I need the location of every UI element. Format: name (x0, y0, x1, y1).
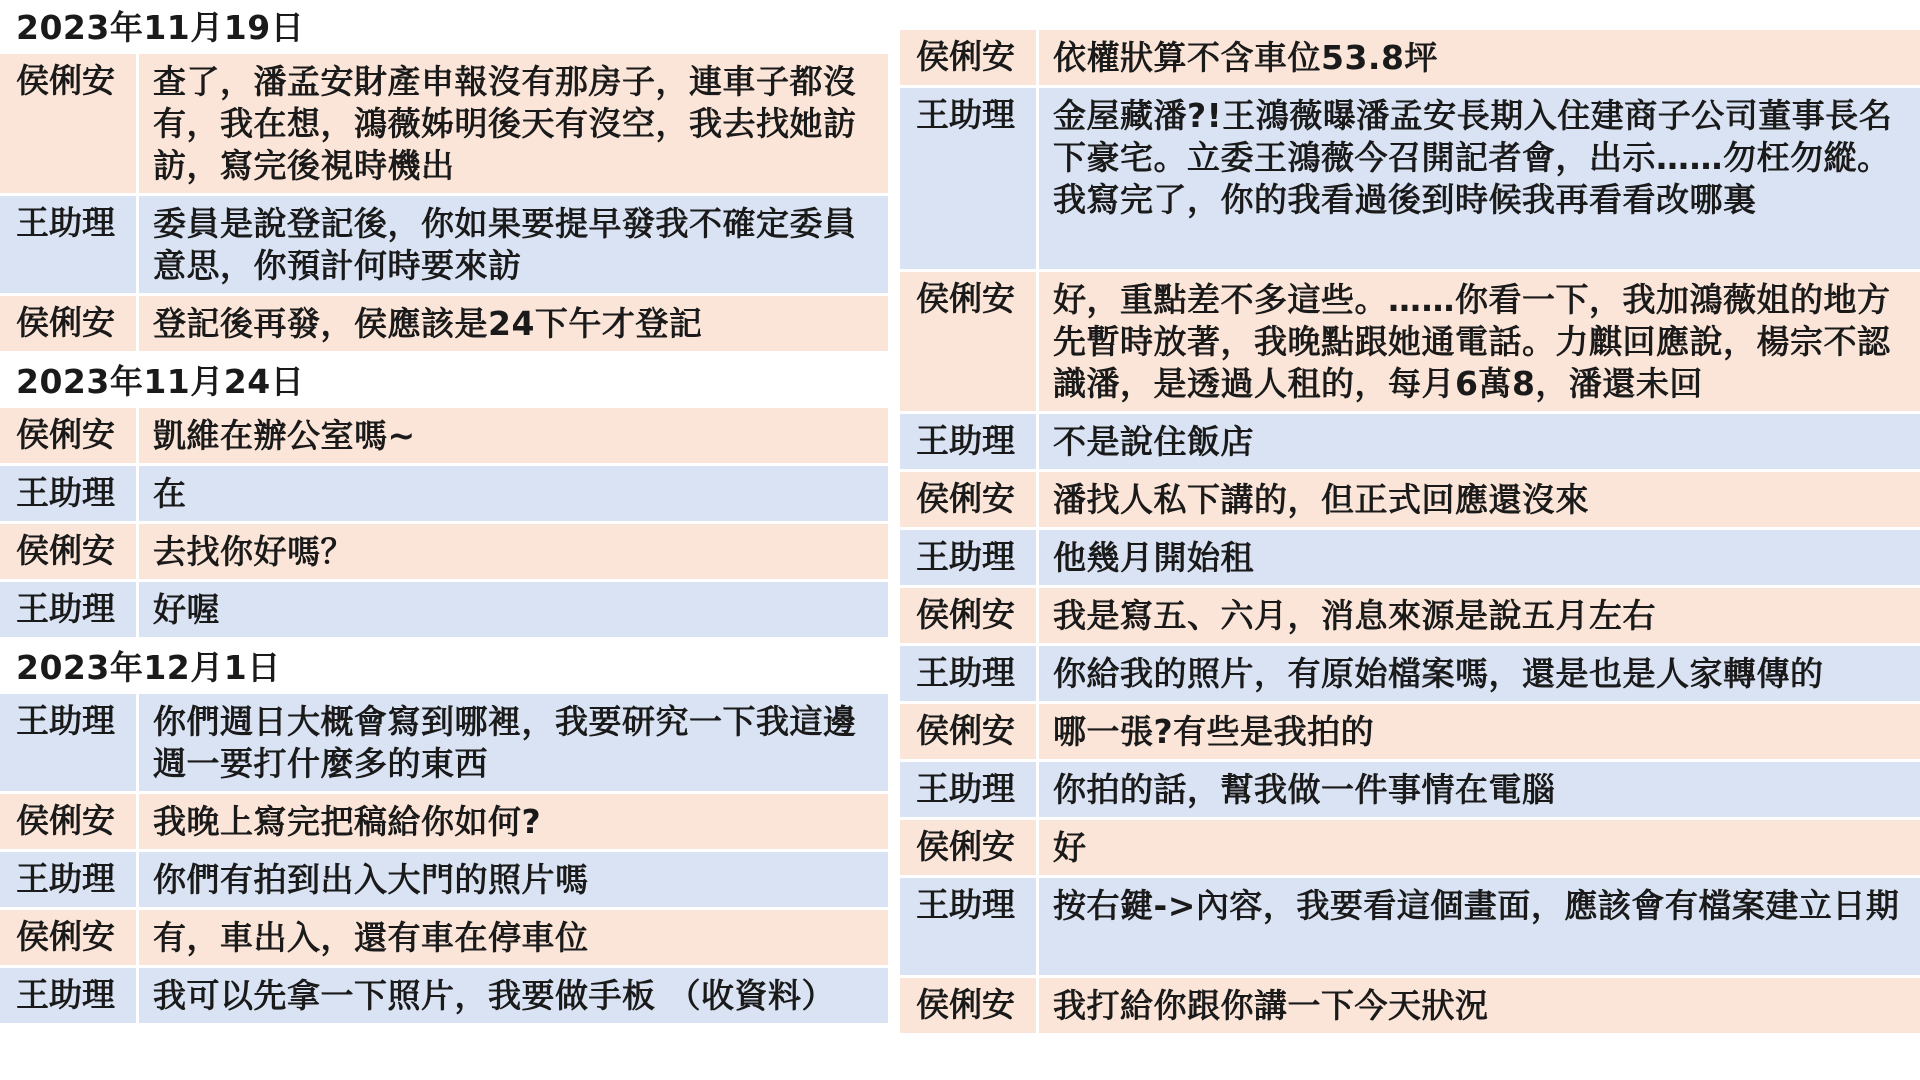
speaker-label: 侯俐安 (0, 296, 136, 351)
message-text: 有，車出入，還有車在停車位 (139, 910, 888, 965)
message-text: 你拍的話，幫我做一件事情在電腦 (1039, 762, 1920, 817)
message-row (0, 524, 888, 579)
message-text: 去找你好嗎？ (139, 524, 888, 579)
message-text: 你給我的照片，有原始檔案嗎，還是也是人家轉傳的 (1039, 646, 1920, 701)
message-row (0, 408, 888, 463)
speaker-label: 王助理 (900, 88, 1036, 269)
message-text: 我可以先拿一下照片，我要做手板 （收資料） (139, 968, 888, 1023)
message-row (0, 694, 888, 791)
message-row (900, 88, 1920, 269)
message-row (0, 54, 888, 193)
speaker-label: 王助理 (900, 878, 1036, 975)
message-text: 不是說住飯店 (1039, 414, 1920, 469)
message-text: 按右鍵->內容，我要看這個畫面，應該會有檔案建立日期 (1039, 878, 1920, 975)
speaker-label: 王助理 (900, 530, 1036, 585)
speaker-label: 侯俐安 (900, 472, 1036, 527)
message-text: 金屋藏潘?!王鴻薇曝潘孟安長期入住建商子公司董事長名下豪宅。立委王鴻薇今召開記者會，出示……勿枉勿縱。我寫完了，你的我看過後到時候我再看看改哪裏 (1039, 88, 1920, 269)
message-text: 你們有拍到出入大門的照片嗎 (139, 852, 888, 907)
speaker-label: 王助理 (900, 646, 1036, 701)
message-row (900, 646, 1920, 701)
speaker-label: 王助理 (900, 762, 1036, 817)
date-header: 2023年11月19日 (0, 0, 888, 54)
message-row (900, 588, 1920, 643)
message-text: 哪一張?有些是我拍的 (1039, 704, 1920, 759)
message-text: 我晚上寫完把稿給你如何? (139, 794, 888, 849)
left-transcript-column (0, 0, 888, 1026)
message-row (0, 910, 888, 965)
speaker-label: 侯俐安 (900, 272, 1036, 411)
message-text: 查了，潘孟安財產申報沒有那房子，連車子都沒有，我在想，鴻薇姊明後天有沒空，我去找她訪訪，寫完後視時機出 (139, 54, 888, 193)
message-text: 好喔 (139, 582, 888, 637)
message-text: 登記後再發，侯應該是24下午才登記 (139, 296, 888, 351)
speaker-label: 侯俐安 (0, 54, 136, 193)
message-row (900, 272, 1920, 411)
right-transcript-column (900, 30, 1920, 1036)
speaker-label: 侯俐安 (0, 524, 136, 579)
message-row (0, 582, 888, 637)
speaker-label: 侯俐安 (0, 794, 136, 849)
message-text: 凱維在辦公室嗎~ (139, 408, 888, 463)
message-text: 我打給你跟你講一下今天狀況 (1039, 978, 1920, 1033)
speaker-label: 侯俐安 (900, 820, 1036, 875)
message-text: 好，重點差不多這些。……你看一下，我加鴻薇姐的地方先暫時放著，我晚點跟她通電話。力麒回應說，楊宗不認識潘，是透過人租的，每月6萬8，潘還未回 (1039, 272, 1920, 411)
message-row (0, 296, 888, 351)
message-row (0, 852, 888, 907)
message-text: 依權狀算不含車位53.8坪 (1039, 30, 1920, 85)
message-row (900, 878, 1920, 975)
message-text: 他幾月開始租 (1039, 530, 1920, 585)
speaker-label: 侯俐安 (0, 910, 136, 965)
speaker-label: 王助理 (0, 466, 136, 521)
message-row (900, 30, 1920, 85)
message-row (0, 794, 888, 849)
message-text: 在 (139, 466, 888, 521)
speaker-label: 王助理 (900, 414, 1036, 469)
message-row (900, 820, 1920, 875)
speaker-label: 王助理 (0, 582, 136, 637)
message-text: 潘找人私下講的，但正式回應還沒來 (1039, 472, 1920, 527)
speaker-label: 侯俐安 (0, 408, 136, 463)
speaker-label: 侯俐安 (900, 588, 1036, 643)
speaker-label: 王助理 (0, 852, 136, 907)
message-text: 好 (1039, 820, 1920, 875)
date-header: 2023年12月1日 (0, 640, 888, 694)
speaker-label: 王助理 (0, 694, 136, 791)
message-row (900, 414, 1920, 469)
message-row (0, 968, 888, 1023)
message-row (0, 466, 888, 521)
speaker-label: 王助理 (0, 196, 136, 293)
date-header: 2023年11月24日 (0, 354, 888, 408)
message-text: 委員是說登記後，你如果要提早發我不確定委員意思，你預計何時要來訪 (139, 196, 888, 293)
message-row (900, 530, 1920, 585)
message-row (900, 472, 1920, 527)
speaker-label: 侯俐安 (900, 704, 1036, 759)
speaker-label: 侯俐安 (900, 30, 1036, 85)
message-row (900, 762, 1920, 817)
message-text: 你們週日大概會寫到哪裡，我要研究一下我這邊週一要打什麼多的東西 (139, 694, 888, 791)
speaker-label: 王助理 (0, 968, 136, 1023)
message-text: 我是寫五、六月，消息來源是說五月左右 (1039, 588, 1920, 643)
message-row (900, 704, 1920, 759)
message-row (900, 978, 1920, 1033)
speaker-label: 侯俐安 (900, 978, 1036, 1033)
message-row (0, 196, 888, 293)
